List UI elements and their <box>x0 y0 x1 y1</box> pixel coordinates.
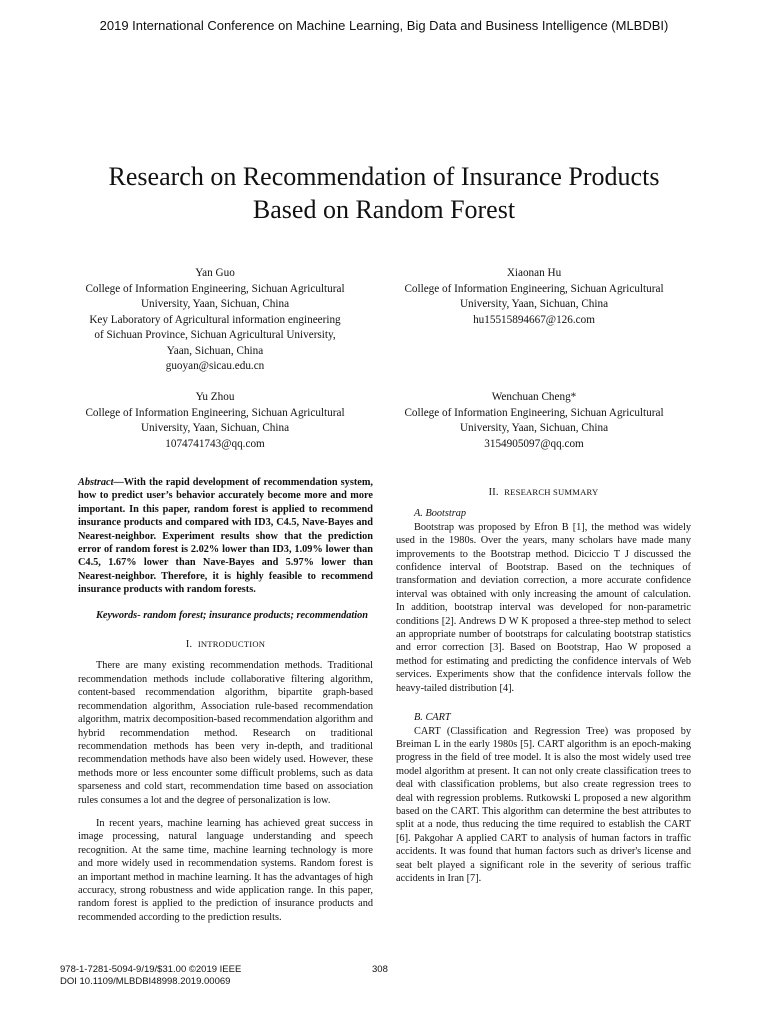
section-heading-research-summary <box>396 486 691 499</box>
abstract-text: —With the rapid development of recommendation system, how to predict user’s behavior accurately become more and more important. In this paper, random forest is applied to recommend insurance products and compared with ID3, C4.5, Nave-Bayes and Nearest-neighbor. Experiment results show that the prediction error of random forest is 2.02% lower than ID3, 1.09% lower than C4.5, 1.67% lower than Nave-Bayes and 5.97% lower than Nearest-neighbor. Therefore, it is highly feasible to recommend insurance products with random forests. <box>78 477 373 596</box>
title-line-2: Based on Random Forest <box>252 195 516 224</box>
title-line-1: Research on Recommendation of Insurance Products <box>108 162 660 191</box>
author-block-4 <box>389 390 679 452</box>
cart-paragraph: CART (Classification and Regression Tree) was proposed by Breiman L in the early 1980s [5]. CART algorithm is an epoch-making progress in the field of tree model. It is also the most widely used tree model algorithm at present. It can not only create classification trees to deal with classification problems, but also create regression trees to deal with regression problems. Rutkowski L proposed a new algorithm based on the CART. This algorithm can determine the best attributes to split at a node, thus reducing the time required to establish the CART [6]. Pakgohar A applied CART to analysis of human factors in traffic accidents. It was found that human factors such as driver's license and seat belt played a significant role in the severity of serious traffic accidents in Iran [7]. <box>396 725 691 884</box>
intro-paragraph-1: There are many existing recommendation methods. Traditional recommendation methods include collaborative filtering algorithm, content-based recommendation algorithm, bipartite graph-based recommendation algorithm, Association rule-based recommendation algorithm, matrix decomposition-based recommendation algorithm and hybrid recommendation method. Research on traditional recommendation methods has been very in-depth, and traditional recommendation methods have also been widely used. However, these methods more or less encounter some difficult problems, such as data sparseness and cold start, recommendation time based on association rules consumes a lot and the degree of personalization is low. <box>78 660 373 806</box>
abstract <box>78 476 373 597</box>
author-affiliation-line: College of Information Engineering, Sichuan Agricultural <box>85 282 345 295</box>
author-email: guoyan@sicau.edu.cn <box>165 360 265 372</box>
subsection-heading-cart: B. CART <box>414 712 451 724</box>
author-block-3 <box>70 390 360 452</box>
author-affiliation-line: College of Information Engineering, Sichuan Agricultural <box>404 282 664 295</box>
page-number: 308 <box>372 964 388 975</box>
footer-isbn: 978-1-7281-5094-9/19/$31.00 ©2019 IEEE <box>60 964 242 975</box>
author-affiliation-line: Yaan, Sichuan, China <box>166 344 264 357</box>
intro-paragraph-2: In recent years, machine learning has achieved great success in image processing, natural language understanding and speech recognition. At the same time, machine learning technology is more and more widely used in recommendation systems. Random forest is an important method in machine learning. It has the advantages of high accuracy, strong robustness and wide application range. In this paper, random forest is applied to the prediction of insurance products and recommended according to the prediction results. <box>78 817 373 923</box>
paper-title <box>40 160 728 226</box>
keywords: Keywords- random forest; insurance products; recommendation <box>96 609 369 621</box>
bootstrap-paragraph: Bootstrap was proposed by Efron B [1], the method was widely used in the 1980s. Over the years, many scholars have made many improvements to the Bootstrap method. Diciccio T J discussed the confidence interval of Bootstrap. Based on the techniques of transformation and deviation correction, a more accurate confidence interval was obtained with only increasing the amount of calculation. In addition, bootstrap interval was developed for non-parametric conditions [2]. Andrews D W K proposed a three-step method to select an appropriate number of bootstraps for calculating bootstrap statistics and error correction [3]. Based on Bootstrap, Hao W proposed a method for estimating and predicting the confidence intervals of Web services. Experiments show that the confidence intervals follow the heavy-tailed distribution [4]. <box>396 521 691 694</box>
section-number: I. <box>185 639 193 651</box>
section-title: INTRODUCTION <box>197 639 266 650</box>
left-column <box>78 476 373 924</box>
author-email: hu15515894667@126.com <box>473 313 595 326</box>
author-affiliation-line: College of Information Engineering, Sichuan Agricultural <box>85 406 345 419</box>
conference-header: 2019 International Conference on Machine Learning, Big Data and Business Intelligence (MLBDBI) <box>99 18 669 33</box>
footer-copyright <box>60 964 241 988</box>
author-block-2 <box>389 266 679 328</box>
author-name: Xiaonan Hu <box>506 267 562 279</box>
author-affiliation-line: University, Yaan, Sichuan, China <box>140 422 290 434</box>
author-name: Wenchuan Cheng* <box>491 391 577 403</box>
author-email: 1074741743@qq.com <box>165 437 265 450</box>
author-affiliation-line: of Sichuan Province, Sichuan Agricultural University, <box>94 329 336 341</box>
subsection-heading-bootstrap: A. Bootstrap <box>414 508 467 520</box>
author-affiliation-line: College of Information Engineering, Sichuan Agricultural <box>404 406 664 419</box>
section-number: II. <box>488 487 499 498</box>
author-affiliation-line: University, Yaan, Sichuan, China <box>459 298 609 310</box>
author-name: Yan Guo <box>195 267 235 279</box>
section-title: RESEARCH SUMMARY <box>504 487 599 497</box>
right-column <box>396 476 691 885</box>
section-heading-introduction <box>78 638 373 651</box>
author-affiliation-line: University, Yaan, Sichuan, China <box>140 298 290 310</box>
footer-doi: DOI 10.1109/MLBDBI48998.2019.00069 <box>60 976 231 987</box>
author-name: Yu Zhou <box>195 391 235 403</box>
abstract-label: Abstract <box>78 477 114 488</box>
author-affiliation-line: University, Yaan, Sichuan, China <box>459 422 609 434</box>
author-email: 3154905097@qq.com <box>484 437 584 450</box>
author-block-1 <box>70 266 360 375</box>
author-affiliation-line: Key Laboratory of Agricultural information engineering <box>89 313 341 326</box>
